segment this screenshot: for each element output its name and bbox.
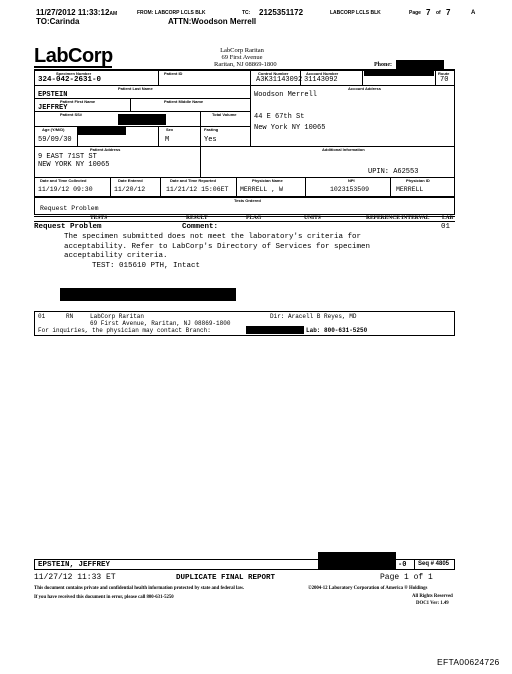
lab-address-line3: Raritan, NJ 08869-1800 [214,61,277,68]
fax-datetime: 11/27/2012 11:33:12AM [36,8,118,17]
fax-page-total: 7 [446,8,451,17]
label-patient-address: Patient Address [90,147,121,152]
patient-last-name: EPSTEIN [38,91,68,99]
label-patient-middle-name: Patient Middle Name [164,99,204,104]
grid-divider [305,177,306,197]
bottom-seq: Seq # 4805 [418,561,450,567]
grid-divider [250,70,251,146]
label-tests-ordered: Tests Ordered [234,198,261,203]
grid-divider [200,146,201,177]
grid-divider [435,70,436,85]
result-lab-code: 01 [441,223,451,231]
lab-address [214,47,277,68]
fax-attn: ATTN:Woodson Merrell [168,17,257,26]
date-entered: 11/20/12 [114,186,146,193]
npi-number: 1023153509 [330,186,370,193]
grid-divider [158,126,159,146]
col-reference-interval: REFERENCE INTERVAL [366,215,430,221]
fax-from: FROM: LABCORP LCLS BLK [137,10,206,16]
specimen-number: 324-042-2631-0 [38,76,102,84]
grid-divider [130,98,131,111]
account-address-line1: 44 E 67th St [254,113,305,121]
fax-to: TO:Carinda [36,17,80,26]
label-total-volume: Total Volume [212,112,237,117]
redaction-phone [396,60,444,69]
grid-divider [300,70,301,85]
fasting-value: Yes [204,136,217,144]
label-account-address: Account Address [348,86,381,91]
patient-age: 59/09/30 [38,136,72,144]
grid-divider [200,111,201,146]
date-reported: 11/21/12 15:06ET [166,186,229,193]
col-units: UNITS [304,215,321,221]
footer-lab-phone: Lab: 800-631-5250 [306,327,368,334]
grid-divider [390,177,391,197]
label-specimen-number: Specimen Number [56,71,92,76]
account-address-line2: New York NY 10065 [254,124,326,132]
redaction-bottom-id [318,552,396,570]
label-npi: NPI [348,178,355,183]
label-physician-id: Physician ID [406,178,430,183]
grid-divider [77,126,78,146]
label-account-number: Account Number [306,71,339,76]
bottom-datetime: 11/27/12 11:33 ET [34,573,116,582]
bates-number: EFTA00624726 [437,657,500,667]
grid-divider [362,70,363,85]
route: 70 [440,76,449,84]
label-fasting: Fasting [204,127,219,132]
fax-page-num: 7 [426,8,431,17]
patient-sex: M [165,136,170,144]
fax-page-of: of [436,10,441,16]
physician-name: MERRELL , W [240,186,283,193]
control-number: A3K31143092 [256,76,303,84]
patient-address-line2: NEW YORK NY 10065 [38,161,110,169]
result-test-line: TEST: 015610 PTH, Intact [92,262,201,270]
col-result: RESULT [186,215,208,221]
logo-underline [34,66,112,68]
label-date-reported: Date and Time Reported [170,178,216,183]
result-name: Request Problem [34,223,102,231]
label-patient-last-name: Patient Last Name [118,86,153,91]
account-number: 31143092 [304,76,338,84]
account-name: Woodson Merrell [254,91,318,99]
redaction-dob [78,126,126,135]
fax-tc: TC: [242,10,251,16]
label-date-entered: Date Entered [118,178,143,183]
physician-id: MERRELL [396,186,424,193]
grid-divider [414,559,415,570]
label-control-number: Control Number [258,71,289,76]
label-sex: Sex [166,127,174,132]
redaction-block [60,288,236,301]
grid-rule [34,177,455,178]
footer-lab-code: 01 [38,313,46,320]
fax-page-label: Page [409,10,421,16]
footer-lab-name: LabCorp Raritan [90,313,145,320]
footer-inquiry: For inquiries, the physician may contact Branch: [38,327,211,334]
footer-lab-abbr: RN [66,313,74,320]
patient-first-name: JEFFREY [38,104,68,112]
lab-address-line1: LabCorp Raritan [220,47,264,54]
label-patient-ssn: Patient SS# [60,112,83,117]
label-age: Age (Y/M/D) [42,127,65,132]
tests-ordered: Request Problem [40,205,99,212]
col-lab: LAB [442,215,454,221]
label-patient-id: Patient ID [164,71,183,76]
doc-version: DOC1 Ver: 1.49 [416,601,449,606]
report-type: DUPLICATE FINAL REPORT [176,574,276,582]
redaction-header-field [364,70,434,76]
patient-address-line1: 9 EAST 71ST ST [38,153,97,161]
result-comment-line3: acceptability criteria. [64,252,168,260]
bottom-id-suffix: -0 [398,561,407,569]
fax-mark: A [471,10,476,16]
labcorp-logo: LabCorp [34,45,113,67]
redaction-branch-phone [246,326,304,334]
grid-divider [160,177,161,197]
footer-lab-director: Dir: Aracell B Reyes, MD [270,313,357,320]
error-notice: If you have received this document in error, please call 800-631-5250 [34,595,174,600]
label-additional-info: Additional Information [322,147,365,152]
result-comment-line1: The specimen submitted does not meet the laboratory's criteria for [64,233,362,241]
result-comment-line2: acceptability. Refer to LabCorp's Directory of Services for specimen [64,243,371,251]
label-date-collected: Date and Time Collected [40,178,87,183]
col-tests: TESTS [90,215,108,221]
label-patient-first-name: Patient First Name [60,99,96,104]
fax-sender2: LABCORP LCLS BLK [330,10,381,16]
footer-lab-address: 69 First Avenue, Raritan, NJ 08869-1800 [90,320,231,327]
confidentiality-notice: This document contains private and confidential health information protected by state and federal law. [34,586,245,591]
bottom-patient-name: EPSTEIN, JEFFREY [38,561,111,569]
copyright: ©2004-12 Laboratory Corporation of America ® Holdings [308,586,428,591]
grid-divider [110,177,111,197]
report-page: Page 1 of 1 [380,573,433,582]
redaction-ssn [118,114,166,125]
fax-phone: 2125351172 [259,8,304,17]
label-route: Route [438,71,450,76]
lab-address-line2: 69 First Avenue [221,54,263,61]
grid-divider [236,177,237,197]
date-collected: 11/19/12 09:30 [38,186,93,193]
col-flag: FLAG [246,215,262,221]
grid-divider [158,70,159,85]
label-physician-name: Physician Name [252,178,283,183]
rights-reserved: All Rights Reserved [412,594,453,599]
physician-upin: UPIN: A62553 [368,168,419,176]
result-comment-label: Comment: [182,223,219,231]
phone-label: Phone: [374,62,392,68]
